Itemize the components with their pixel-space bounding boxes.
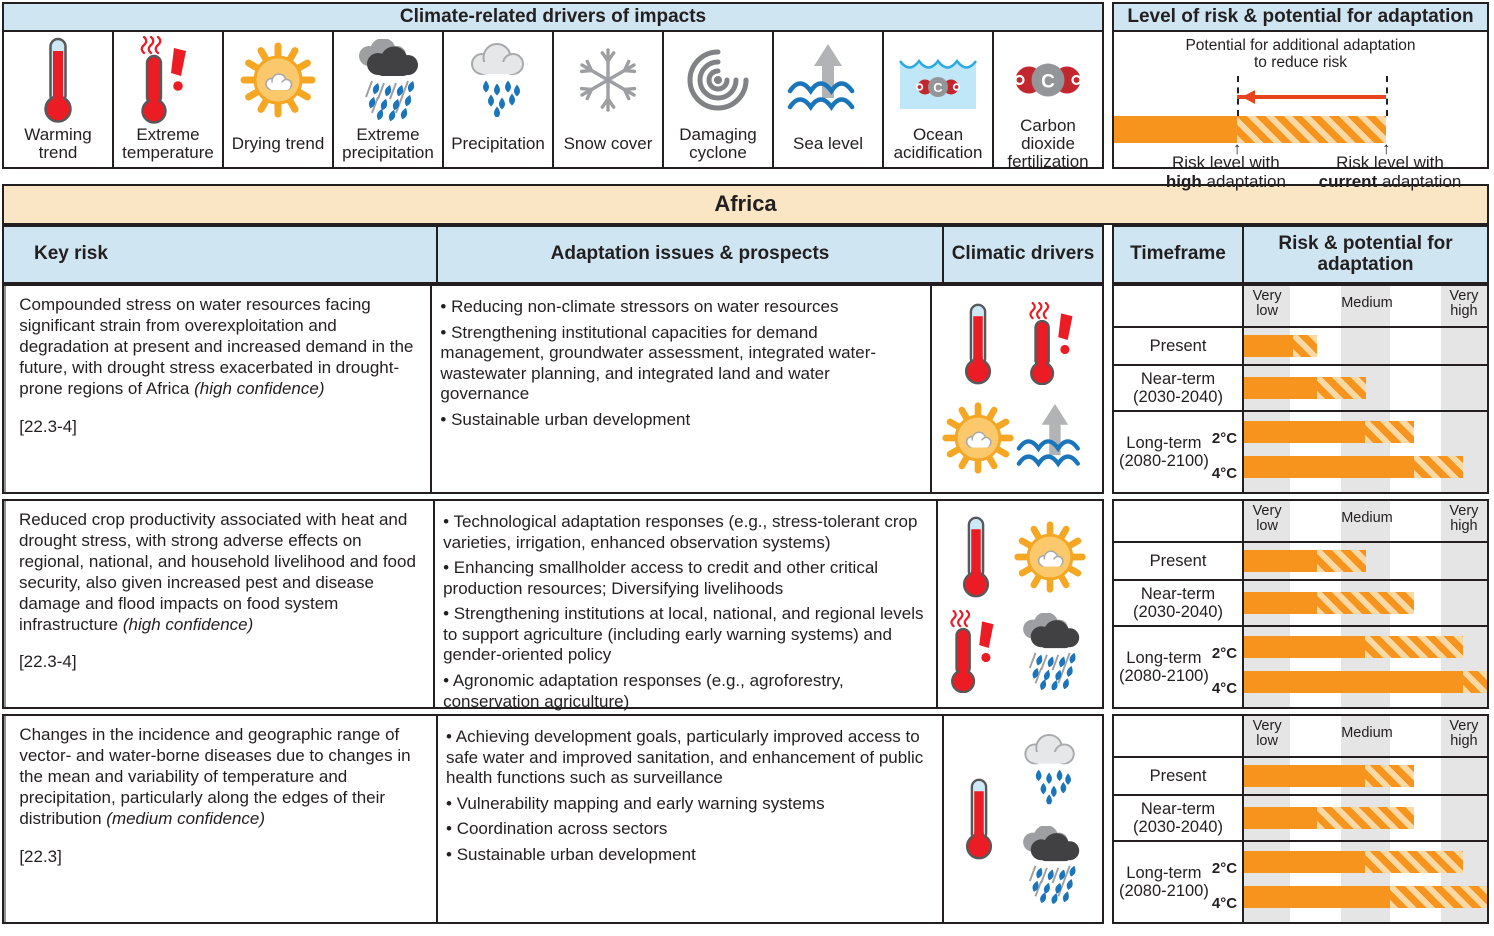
driver-label: Sea level <box>793 134 863 154</box>
driver-cell-damaging-cyclone <box>664 32 774 169</box>
climate-drivers-title: Climate-related drivers of impacts <box>4 4 1102 32</box>
confidence-level: (high confidence) <box>194 378 325 398</box>
risk-bar-solid <box>1244 671 1463 693</box>
risk-row-right-box <box>1112 499 1489 709</box>
climatic-drivers-cell <box>932 286 1102 492</box>
driver-icon-holder <box>342 36 434 124</box>
risk-bar-hatch <box>1317 550 1366 572</box>
sea-level-icon <box>1016 401 1094 475</box>
adaptation-bullet: • Achieving development goals, particularly improved access to safe water and improved sanitation, and enhancement of public health functions such as surveillance <box>446 727 932 789</box>
deg-4c-label: 4°C <box>1211 680 1238 697</box>
arrow-head-left-icon <box>1235 90 1255 104</box>
driver-cell-extreme-temperature <box>114 32 224 169</box>
timeframe-present: Present <box>1114 543 1244 581</box>
driver-icon-holder <box>571 36 645 124</box>
adaptation-bullet: • Sustainable urban development <box>446 845 932 866</box>
risk-bar-solid <box>1244 807 1317 829</box>
key-risk-text <box>6 716 436 922</box>
confidence-level: (medium confidence) <box>106 808 266 828</box>
adaptation-bullet: • Technological adaptation responses (e.g., stress-tolerant crop varieties, irrigation, enhanced observation systems) <box>443 512 926 553</box>
precipitation-icon <box>459 43 537 117</box>
risk-scale-labels <box>1244 501 1487 543</box>
bar-cell-near-term <box>1244 796 1487 842</box>
legend-note: Potential for additional adaptation to reduce risk <box>1185 37 1416 72</box>
timeframe-near-term: Near-term (2030-2040) <box>1114 366 1244 412</box>
risk-bar <box>1244 377 1366 399</box>
key-risk-description: Changes in the incidence and geographic range of vector- and water-borne diseases due to changes in the mean and variability of temperature and precipitation, particularly along the edges of their distribution <box>19 725 411 828</box>
adaptation-bullet: • Reducing non-climate stressors on water resources <box>440 297 920 318</box>
section-reference: [22.3] <box>19 846 62 866</box>
driver-label: Ocean acidification <box>893 125 983 162</box>
bar-track <box>1244 671 1487 693</box>
adaptation-cell <box>438 716 944 922</box>
extreme-precipitation-icon <box>1007 613 1094 691</box>
risk-bar-hatch <box>1365 765 1414 787</box>
legend-label-bold: high <box>1165 171 1202 191</box>
precipitation-icon <box>1013 734 1087 804</box>
scale-very-low: Very low <box>1252 718 1282 749</box>
key-risk-text <box>6 501 433 707</box>
legend-label-high-adaptation <box>1166 154 1286 191</box>
table-header-left <box>2 225 1104 284</box>
adaptation-bullet: • Coordination across sectors <box>446 819 932 840</box>
risk-bar-solid <box>1244 851 1365 873</box>
warming-trend-icon <box>960 777 998 861</box>
adaptation-bullet: • Vulnerability mapping and early warning systems <box>446 794 932 815</box>
driver-cell-warming-trend <box>4 32 114 169</box>
bar-cell-long-term <box>1244 842 1487 922</box>
risk-bar <box>1244 636 1463 658</box>
bar-track <box>1244 765 1487 787</box>
risk-bar-solid <box>1244 636 1365 658</box>
risk-bar-hatch <box>1390 886 1487 908</box>
legend-risk-bar <box>1114 116 1386 143</box>
driver-icon-holder <box>893 36 983 124</box>
col-header-key-risk: Key risk <box>4 227 438 282</box>
risk-bar-hatch <box>1463 671 1487 693</box>
driver-label: Carbon dioxide fertilization <box>1007 116 1089 171</box>
key-risk-cell <box>4 716 438 922</box>
bar-track <box>1244 592 1487 614</box>
risk-bar-solid <box>1244 421 1365 443</box>
risk-bar-hatch <box>1317 377 1366 399</box>
risk-bar-hatch <box>1365 851 1462 873</box>
temperature-labels <box>1212 634 1237 700</box>
bar-cell-present <box>1244 543 1487 581</box>
risk-bar-solid <box>1244 456 1414 478</box>
warming-trend-icon <box>38 36 78 124</box>
bar-track <box>1244 851 1487 873</box>
legend-label-current-adaptation <box>1319 154 1462 191</box>
adaptation-bullet: • Strengthening institutional capacities for demand management, groundwater assessment, integrated water-wastewater planning, and integrated land and water governance <box>440 323 920 405</box>
bar-track <box>1244 550 1487 572</box>
risk-row-diseases <box>2 714 1489 924</box>
risk-bar-solid <box>1244 550 1317 572</box>
adaptation-reduce-arrow <box>1237 95 1386 99</box>
col-header-climatic-drivers: Climatic drivers <box>951 243 1095 265</box>
driver-cell-snow-cover <box>554 32 664 169</box>
risk-bar-hatch <box>1317 807 1414 829</box>
bar-track <box>1244 456 1487 478</box>
table-header-row <box>2 225 1489 284</box>
risk-bar-solid <box>1244 765 1365 787</box>
adaptation-bullet: • Enhancing smallholder access to credit and other critical production resources; Diversifying livelihoods <box>443 558 926 599</box>
risk-bar-solid <box>1244 592 1317 614</box>
timeframe-present: Present <box>1114 328 1244 366</box>
risk-legend-body <box>1114 32 1487 191</box>
risk-bar-solid <box>1244 335 1293 357</box>
bar-cell-near-term <box>1244 581 1487 627</box>
driver-icon-holder <box>136 36 200 124</box>
top-band <box>2 2 1489 191</box>
table-header-right <box>1112 225 1489 284</box>
scale-very-high: Very high <box>1449 503 1479 534</box>
deg-2c-label: 2°C <box>1211 430 1238 447</box>
driver-label: Extreme precipitation <box>342 125 434 162</box>
scale-very-high: Very high <box>1449 288 1479 319</box>
climatic-drivers-cell <box>938 501 1102 707</box>
climate-drivers-panel <box>2 2 1104 169</box>
key-risk-description: Compounded stress on water resources facing significant strain from overexploitation and degradation at present and increased demand in the future, with drought stress exacerbated in drought-prone regions of Africa <box>19 295 414 398</box>
scale-medium: Medium <box>1341 725 1393 741</box>
adaptation-bullet: • Strengthening institutions at local, national, and regional levels to support agriculture (including early warning systems) and gender-oriented policy <box>443 604 926 666</box>
warming-trend-icon <box>957 515 995 599</box>
scale-very-low: Very low <box>1252 288 1282 319</box>
risk-scale-labels <box>1244 286 1487 328</box>
risk-row-right-box <box>1112 714 1489 924</box>
legend-label-rest: adaptation <box>1201 171 1286 191</box>
risk-bar <box>1244 886 1487 908</box>
risk-bar-hatch <box>1317 592 1414 614</box>
long-term-label: Long-term (2080-2100) <box>1118 433 1209 470</box>
drying-trend-icon <box>238 40 318 120</box>
risk-bar <box>1244 592 1414 614</box>
snow-cover-icon <box>571 43 645 117</box>
temperature-labels <box>1212 849 1237 915</box>
up-arrow-right-icon: ↑ <box>1382 139 1391 158</box>
adaptation-bullet: • Sustainable urban development <box>440 410 920 431</box>
timeframe-long-term <box>1114 412 1244 492</box>
driver-label: Precipitation <box>451 134 545 154</box>
risk-bar <box>1244 765 1414 787</box>
risk-bar-solid <box>1244 886 1390 908</box>
driver-icon-holder <box>459 36 537 124</box>
driver-cell-sea-level <box>774 32 884 169</box>
risk-bar <box>1244 335 1317 357</box>
driver-icon-holder <box>1003 36 1093 124</box>
driver-label: Warming trend <box>24 125 92 162</box>
legend-label-text: Risk level with <box>1172 153 1280 172</box>
risk-chart <box>1114 716 1487 922</box>
driver-icon-holder <box>38 36 78 124</box>
bar-cell-present <box>1244 328 1487 366</box>
climate-drivers-strip <box>4 32 1102 169</box>
extreme-precipitation-icon <box>342 39 434 121</box>
bar-cell-long-term <box>1244 412 1487 492</box>
temperature-labels <box>1212 419 1237 485</box>
scale-medium: Medium <box>1341 510 1393 526</box>
timeframe-head-spacer <box>1114 286 1244 328</box>
ocean-acidification-icon <box>893 45 983 115</box>
risk-bar-hatch <box>1365 636 1462 658</box>
confidence-level: (high confidence) <box>122 614 254 634</box>
risk-bar <box>1244 671 1487 693</box>
risk-scale-labels <box>1244 716 1487 758</box>
risk-bar <box>1244 807 1414 829</box>
driver-icon-holder <box>238 36 318 124</box>
legend-label-text: Risk level with <box>1336 153 1444 172</box>
legend-label-bold: current <box>1318 171 1378 191</box>
timeframe-head-spacer <box>1114 716 1244 758</box>
bar-track <box>1244 807 1487 829</box>
timeframe-head-spacer <box>1114 501 1244 543</box>
extreme-precipitation-icon <box>1007 826 1094 904</box>
long-term-label: Long-term (2080-2100) <box>1118 648 1209 685</box>
risk-bar-hatch <box>1365 421 1414 443</box>
risk-row-crop-productivity <box>2 499 1489 709</box>
driver-icon-holder <box>787 36 869 124</box>
up-arrow-left-icon: ↑ <box>1232 139 1242 158</box>
risk-legend-panel <box>1112 2 1489 191</box>
deg-2c-label: 2°C <box>1211 645 1238 662</box>
risk-bar-hatch <box>1414 456 1463 478</box>
risk-row-left-box <box>2 714 1104 924</box>
climatic-drivers-cell <box>944 716 1102 922</box>
scale-very-high: Very high <box>1449 718 1479 749</box>
col-header-risk-potential: Risk & potential for adaptation <box>1278 232 1453 275</box>
section-reference: [22.3-4] <box>19 416 77 436</box>
risk-bar <box>1244 456 1463 478</box>
driver-cell-precipitation <box>444 32 554 169</box>
driver-label: Extreme temperature <box>122 125 214 162</box>
deg-4c-label: 4°C <box>1211 465 1238 482</box>
legend-bar-hatch <box>1237 116 1386 143</box>
damaging-cyclone-icon <box>681 43 755 117</box>
drying-trend-icon <box>1012 519 1088 595</box>
warming-trend-icon <box>959 302 997 386</box>
driver-cell-drying-trend <box>224 32 334 169</box>
adaptation-bullet: • Agronomic adaptation responses (e.g., agroforestry, conservation agriculture) <box>443 671 926 712</box>
long-term-label: Long-term (2080-2100) <box>1118 863 1209 900</box>
deg-2c-label: 2°C <box>1211 860 1238 877</box>
legend-label-rest: adaptation <box>1377 171 1462 191</box>
legend-bar-solid <box>1114 116 1237 143</box>
col-header-adaptation: Adaptation issues & prospects <box>438 227 944 282</box>
bar-track <box>1244 377 1487 399</box>
section-reference: [22.3-4] <box>18 652 77 672</box>
region-title: Africa <box>714 191 777 216</box>
risk-bar-solid <box>1244 377 1317 399</box>
scale-very-low: Very low <box>1252 503 1282 534</box>
risk-bar <box>1244 851 1463 873</box>
timeframe-long-term <box>1114 842 1244 922</box>
extreme-temperature-icon <box>946 610 1007 694</box>
timeframe-near-term: Near-term (2030-2040) <box>1114 581 1244 627</box>
driver-label: Drying trend <box>231 134 325 154</box>
driver-cell-extreme-precipitation <box>334 32 444 169</box>
risk-bar-hatch <box>1293 335 1317 357</box>
driver-icon-holder <box>681 36 755 124</box>
extreme-temperature-icon <box>136 36 200 124</box>
bar-track <box>1244 636 1487 658</box>
bar-track <box>1244 421 1487 443</box>
carbon-dioxide-fertilization-icon <box>1003 49 1093 111</box>
sea-level-icon <box>787 41 869 119</box>
timeframe-long-term <box>1114 627 1244 707</box>
drying-trend-icon <box>940 400 1016 476</box>
driver-label: Damaging cyclone <box>679 125 757 162</box>
adaptation-cell <box>435 501 938 711</box>
risk-row-right-box <box>1112 284 1489 494</box>
risk-row-left-box <box>2 284 1104 494</box>
col-header-timeframe: Timeframe <box>1114 227 1244 282</box>
bar-track <box>1244 335 1487 357</box>
dashed-line-right <box>1386 76 1388 116</box>
risk-legend-title: Level of risk & potential for adaptation <box>1114 4 1487 32</box>
key-risk-cell <box>4 501 435 707</box>
bar-cell-near-term <box>1244 366 1487 412</box>
key-risk-text <box>6 286 430 492</box>
adaptation-cell <box>432 286 932 492</box>
risk-chart <box>1114 286 1487 492</box>
extreme-temperature-icon <box>1025 302 1086 386</box>
key-risk-description: Reduced crop productivity associated with heat and drought stress, with strong adverse effects on regional, national, and household livelihood and food security, also given increased pest and disease damage and flood impacts on food system infrastructure <box>18 510 416 634</box>
deg-4c-label: 4°C <box>1211 895 1238 912</box>
bar-cell-long-term <box>1244 627 1487 707</box>
risk-bar <box>1244 550 1366 572</box>
risk-row-water-resources <box>2 284 1489 494</box>
key-risk-cell <box>4 286 432 492</box>
risk-bar <box>1244 421 1414 443</box>
timeframe-near-term: Near-term (2030-2040) <box>1114 796 1244 842</box>
risk-chart <box>1114 501 1487 707</box>
driver-label: Snow cover <box>563 134 653 154</box>
driver-cell-carbon-dioxide-fertilization <box>994 32 1102 169</box>
bar-track <box>1244 886 1487 908</box>
driver-cell-ocean-acidification <box>884 32 994 169</box>
scale-medium: Medium <box>1341 295 1393 311</box>
bar-cell-present <box>1244 758 1487 796</box>
risk-row-left-box <box>2 499 1104 709</box>
timeframe-present: Present <box>1114 758 1244 796</box>
